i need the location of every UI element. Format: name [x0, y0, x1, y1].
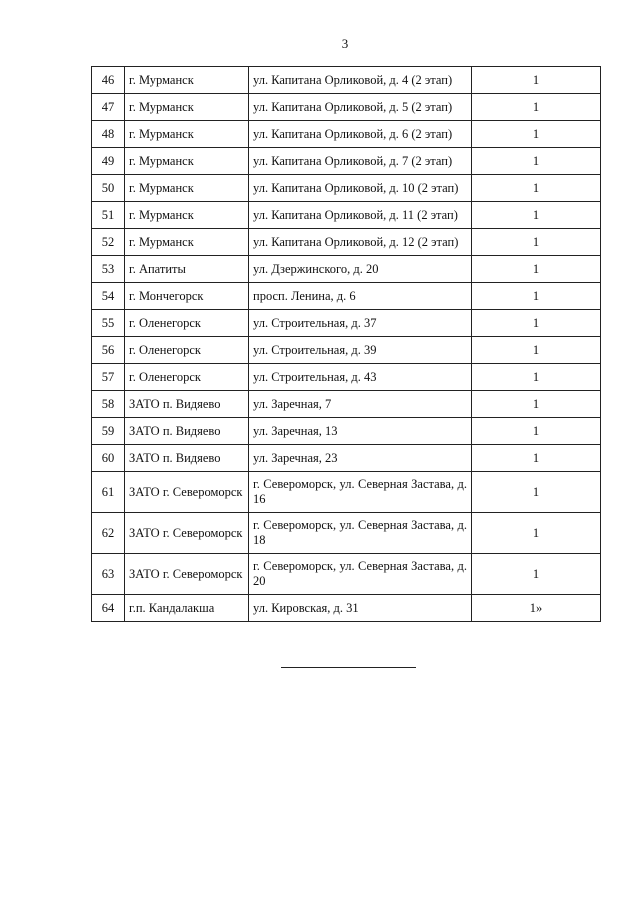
row-number-cell: 62	[92, 513, 125, 554]
locality-cell: г. Мурманск	[125, 121, 249, 148]
end-of-document-line	[281, 667, 416, 668]
count-cell: 1	[472, 337, 601, 364]
address-cell: ул. Заречная, 13	[249, 418, 472, 445]
address-cell: ул. Заречная, 7	[249, 391, 472, 418]
address-cell: ул. Капитана Орликовой, д. 7 (2 этап)	[249, 148, 472, 175]
table-row	[92, 337, 601, 364]
row-number-cell: 48	[92, 121, 125, 148]
address-cell: ул. Дзержинского, д. 20	[249, 256, 472, 283]
row-number-cell: 56	[92, 337, 125, 364]
row-number-cell: 46	[92, 67, 125, 94]
row-number-cell: 51	[92, 202, 125, 229]
count-cell: 1	[472, 67, 601, 94]
table-row	[92, 283, 601, 310]
address-cell: ул. Капитана Орликовой, д. 10 (2 этап)	[249, 175, 472, 202]
locality-cell: г. Мурманск	[125, 202, 249, 229]
row-number-cell: 63	[92, 554, 125, 595]
address-cell: г. Североморск, ул. Северная Застава, д. 20	[249, 554, 472, 595]
address-cell: просп. Ленина, д. 6	[249, 283, 472, 310]
address-cell: ул. Строительная, д. 37	[249, 310, 472, 337]
address-cell: ул. Капитана Орликовой, д. 4 (2 этап)	[249, 67, 472, 94]
table-row	[92, 310, 601, 337]
locality-cell: г. Мурманск	[125, 94, 249, 121]
address-cell: ул. Капитана Орликовой, д. 11 (2 этап)	[249, 202, 472, 229]
address-cell: ул. Капитана Орликовой, д. 6 (2 этап)	[249, 121, 472, 148]
page-number: 3	[341, 36, 349, 51]
table-row	[92, 229, 601, 256]
row-number-cell: 49	[92, 148, 125, 175]
row-number-cell: 64	[92, 595, 125, 622]
locality-cell: г. Мурманск	[125, 175, 249, 202]
addresses-table	[91, 66, 601, 622]
address-cell: ул. Строительная, д. 39	[249, 337, 472, 364]
count-cell: 1	[472, 445, 601, 472]
locality-cell: ЗАТО г. Североморск	[125, 513, 249, 554]
count-cell: 1	[472, 391, 601, 418]
address-cell: ул. Капитана Орликовой, д. 5 (2 этап)	[249, 94, 472, 121]
row-number-cell: 61	[92, 472, 125, 513]
locality-cell: г. Мурманск	[125, 148, 249, 175]
count-cell: 1	[472, 364, 601, 391]
row-number-cell: 58	[92, 391, 125, 418]
table-row	[92, 256, 601, 283]
row-number-cell: 57	[92, 364, 125, 391]
count-cell: 1	[472, 256, 601, 283]
count-cell: 1»	[472, 595, 601, 622]
locality-cell: ЗАТО п. Видяево	[125, 418, 249, 445]
locality-cell: г. Оленегорск	[125, 310, 249, 337]
locality-cell: г. Мурманск	[125, 67, 249, 94]
locality-cell: г.п. Кандалакша	[125, 595, 249, 622]
row-number-cell: 53	[92, 256, 125, 283]
row-number-cell: 54	[92, 283, 125, 310]
address-cell: г. Североморск, ул. Северная Застава, д. 16	[249, 472, 472, 513]
table-row	[92, 554, 601, 595]
table-row	[92, 472, 601, 513]
count-cell: 1	[472, 554, 601, 595]
row-number-cell: 47	[92, 94, 125, 121]
table-row	[92, 391, 601, 418]
count-cell: 1	[472, 418, 601, 445]
locality-cell: ЗАТО г. Североморск	[125, 554, 249, 595]
count-cell: 1	[472, 229, 601, 256]
address-cell: г. Североморск, ул. Северная Застава, д. 18	[249, 513, 472, 554]
table-row	[92, 148, 601, 175]
count-cell: 1	[472, 94, 601, 121]
row-number-cell: 50	[92, 175, 125, 202]
address-cell: ул. Кировская, д. 31	[249, 595, 472, 622]
locality-cell: г. Оленегорск	[125, 337, 249, 364]
table-row	[92, 202, 601, 229]
row-number-cell: 52	[92, 229, 125, 256]
row-number-cell: 55	[92, 310, 125, 337]
address-cell: ул. Заречная, 23	[249, 445, 472, 472]
count-cell: 1	[472, 202, 601, 229]
count-cell: 1	[472, 283, 601, 310]
table-row	[92, 418, 601, 445]
count-cell: 1	[472, 148, 601, 175]
locality-cell: г. Мончегорск	[125, 283, 249, 310]
table-body	[92, 67, 601, 622]
table-row	[92, 67, 601, 94]
locality-cell: ЗАТО п. Видяево	[125, 445, 249, 472]
address-cell: ул. Капитана Орликовой, д. 12 (2 этап)	[249, 229, 472, 256]
table-row	[92, 121, 601, 148]
locality-cell: г. Мурманск	[125, 229, 249, 256]
count-cell: 1	[472, 121, 601, 148]
row-number-cell: 60	[92, 445, 125, 472]
table-row	[92, 595, 601, 622]
locality-cell: ЗАТО п. Видяево	[125, 391, 249, 418]
locality-cell: г. Апатиты	[125, 256, 249, 283]
count-cell: 1	[472, 310, 601, 337]
count-cell: 1	[472, 175, 601, 202]
table-row	[92, 445, 601, 472]
locality-cell: г. Оленегорск	[125, 364, 249, 391]
row-number-cell: 59	[92, 418, 125, 445]
count-cell: 1	[472, 513, 601, 554]
count-cell: 1	[472, 472, 601, 513]
table-row	[92, 364, 601, 391]
table-row	[92, 513, 601, 554]
table-row	[92, 94, 601, 121]
table-row	[92, 175, 601, 202]
address-cell: ул. Строительная, д. 43	[249, 364, 472, 391]
locality-cell: ЗАТО г. Североморск	[125, 472, 249, 513]
